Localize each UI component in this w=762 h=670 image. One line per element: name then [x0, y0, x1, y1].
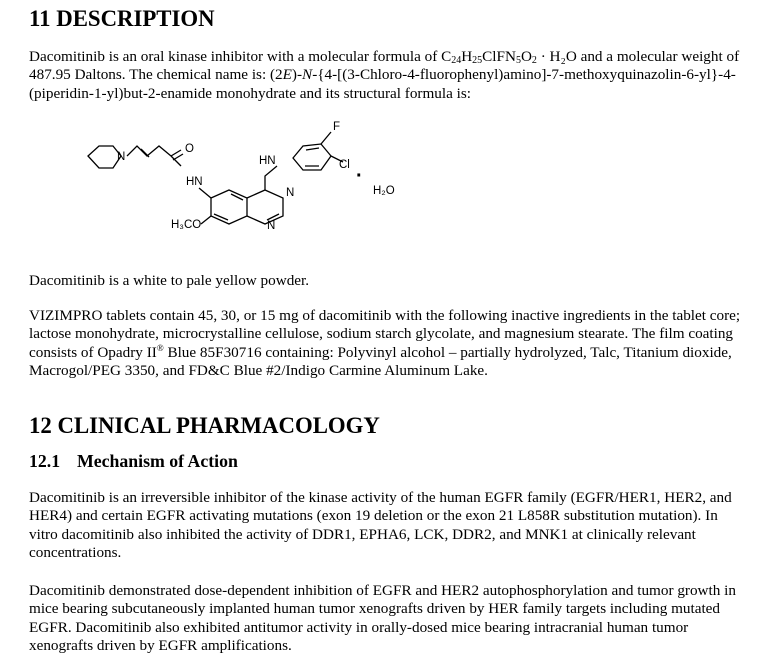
registered-mark: ®	[156, 342, 164, 353]
text-run: · H₂O and a molecular weight of 487.95 Daltons. The chemical name is: (2	[29, 48, 740, 84]
text-run: Blue 85F30716 containing: Polyvinyl alcohol – partially hydrolyzed, Talc, Titanium dioxide, Macrogol/PEG 3350, and FD&C Blue #2/Indigo Carmine Aluminum Lake.	[29, 343, 732, 380]
description-paragraph-formula	[29, 48, 744, 103]
text-run: H	[461, 48, 473, 65]
subscript: 25	[472, 55, 483, 66]
hydrate-dot: ·	[356, 165, 363, 187]
mechanism-paragraph-2: Dacomitinib demonstrated dose-dependent inhibition of EGFR and HER2 autophosphorylation and tumor growth in mice bearing subcutaneously implanted human tumor xenografts driven by HER family targets including mutated EGFR. Dacomitinib also exhibited antitumor activity in orally-dosed mice bearing intracranial human tumor xenografts driven by EGFR amplifications.	[29, 582, 736, 655]
methoxy-label: H₃CO	[171, 219, 202, 231]
quinazoline-n1-label: N	[267, 220, 276, 232]
mechanism-paragraph-1: Dacomitinib is an irreversible inhibitor of the kinase activity of the human EGFR family (EGFR/HER1, HER2, and HER4) and certain EGFR activating mutations (exon 19 deletion or the exon 21 L858R substitution mutation). In vitro dacomitinib also inhibited the activity of DDR1, EPHA6, LCK, DDR2, and MNK1 at clinically relevant concentrations.	[29, 489, 732, 562]
text-run: -{4-[(3-Chloro-4-fluorophenyl)amino]-7-methoxyquinazolin-6-yl}-4-(piperidin-1-yl)but-2-enamide monohydrate and its structural formula is:	[29, 66, 736, 102]
section-heading-description: 11 DESCRIPTION	[29, 6, 215, 31]
text-run: O	[520, 48, 532, 65]
text-run: Dacomitinib is an oral kinase inhibitor with a molecular formula of C	[29, 48, 452, 65]
subsection-heading-mechanism	[29, 452, 238, 470]
italic-run: E	[282, 66, 292, 84]
piperidine-nitrogen-label: N	[117, 151, 126, 163]
subscript: 24	[451, 55, 462, 66]
text-run: )-	[291, 66, 303, 84]
atom-labels	[117, 121, 395, 232]
section-heading-clinical-pharmacology: 12 CLINICAL PHARMACOLOGY	[29, 413, 380, 438]
text-run: VIZIMPRO tablets contain 45, 30, or 15 mg of dacomitinib with the following inactive ingredients in the tablet core; lactose monohydrate, microcrystalline cellulose, sodium starch glycolate, and magnesium stearate. The film coating consists of Opadry II	[29, 307, 741, 361]
water-label: H₂O	[373, 185, 395, 197]
carbonyl-oxygen-label: O	[185, 143, 194, 155]
subsection-title: Mechanism of Action	[77, 451, 238, 471]
description-paragraph-appearance: Dacomitinib is a white to pale yellow powder.	[29, 272, 310, 289]
quinazoline-n3-label: N	[286, 187, 295, 199]
subsection-number: 12.1	[29, 451, 61, 471]
description-paragraph-ingredients	[29, 307, 744, 381]
chlorine-label: Cl	[339, 159, 350, 171]
italic-run: N	[302, 66, 313, 84]
fluorine-label: F	[333, 121, 341, 133]
subscript: 2	[531, 55, 537, 66]
text-run: ClFN	[482, 48, 516, 65]
bond-lines	[88, 132, 343, 224]
amide-nh-label: HN	[186, 176, 203, 188]
aryl-amine-nh-label: HN	[259, 155, 276, 167]
structural-formula-diagram	[81, 116, 401, 238]
subscript: 5	[515, 55, 521, 66]
